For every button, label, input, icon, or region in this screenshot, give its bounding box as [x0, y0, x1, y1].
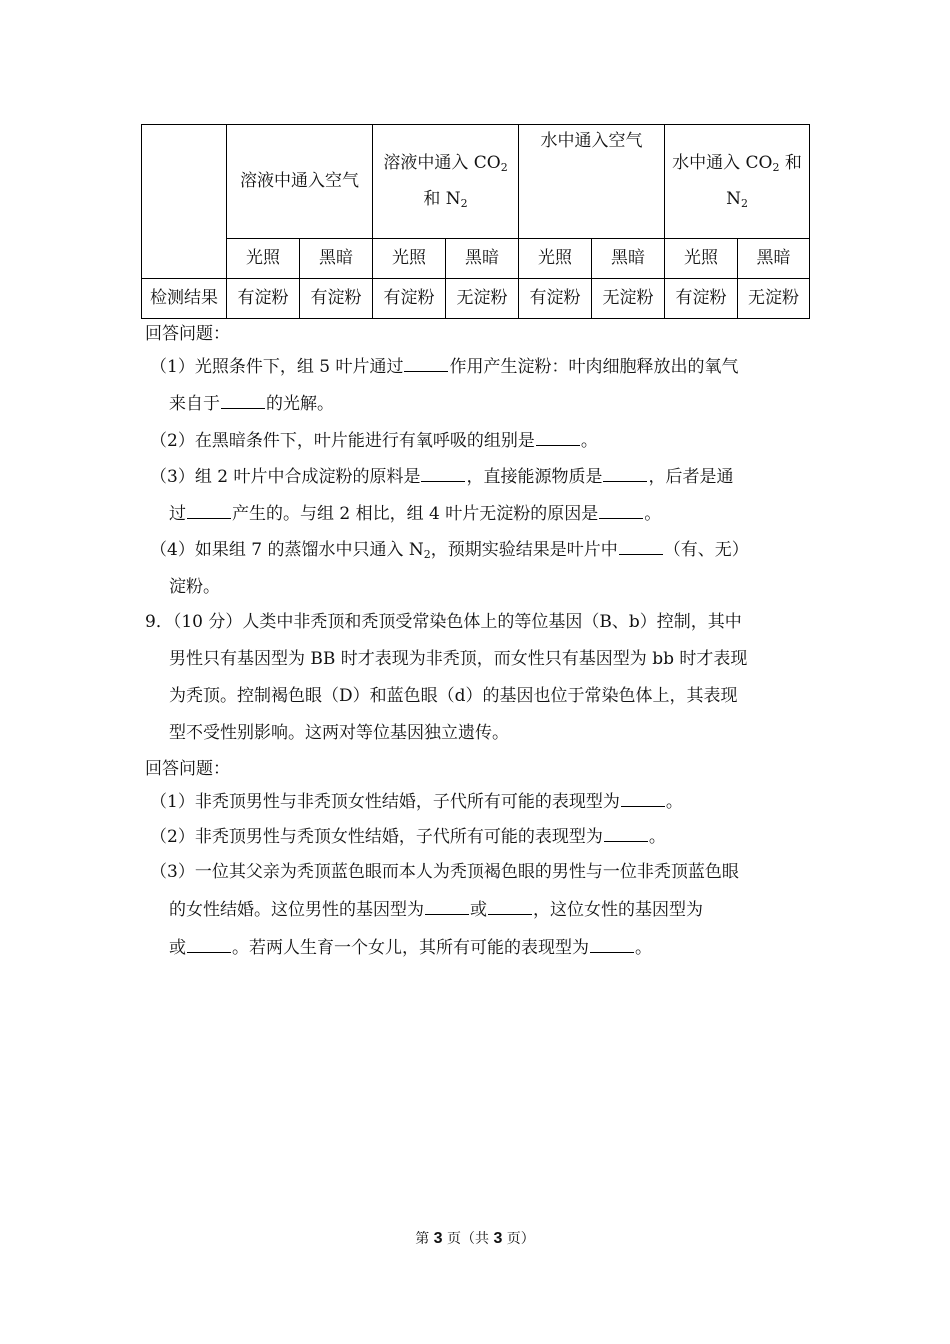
q8-part3-line2: 过 产生的。与组 2 相比，组 4 叶片无淀粉的原因是 。 — [169, 504, 662, 524]
light-label: 光照 — [227, 239, 300, 279]
q8-part2: （2）在黑暗条件下，叶片能进行有氧呼吸的组别是 。 — [150, 431, 598, 451]
q8-part3-line1: （3）组 2 叶片中合成淀粉的原料是 ，直接能源物质是 ，后者是通 — [150, 467, 734, 487]
q9-part3-line3: 或 。若两人生育一个女儿，其所有可能的表现型为 。 — [169, 938, 652, 958]
q9-part3-line2: 的女性结婚。这位男性的基因型为 或 ，这位女性的基因型为 — [169, 900, 703, 920]
q9-part2: （2）非秃顶男性与秃顶女性结婚，子代所有可能的表现型为 。 — [150, 827, 666, 847]
q9-stem-line4: 型不受性别影响。这两对等位基因独立遗传。 — [169, 723, 509, 743]
answer-blank[interactable] — [621, 790, 665, 807]
table-corner-cell — [142, 125, 227, 279]
result-cell: 有淀粉 — [519, 279, 592, 319]
col-header-3: 水中通入空气 — [519, 125, 665, 239]
answer-blank[interactable] — [488, 898, 532, 915]
answer-blank[interactable] — [604, 825, 648, 842]
result-cell: 有淀粉 — [373, 279, 446, 319]
answer-blank[interactable] — [603, 465, 647, 482]
result-cell: 有淀粉 — [300, 279, 373, 319]
q9-answer-prompt: 回答问题： — [145, 759, 230, 779]
answer-blank[interactable] — [599, 502, 643, 519]
q9-stem-line1: 9．（10 分）人类中非秃顶和秃顶受常染色体上的等位基因（B、b）控制，其中 — [145, 612, 742, 632]
answer-blank[interactable] — [404, 355, 448, 372]
answer-blank[interactable] — [536, 429, 580, 446]
q8-answer-prompt: 回答问题： — [145, 324, 230, 344]
q8-part1-line2: 来自于 的光解。 — [169, 394, 334, 414]
page-footer: 第 3 页（共 3 页） — [415, 1230, 535, 1247]
col-header-1: 溶液中通入空气 — [227, 125, 373, 239]
dark-label: 黑暗 — [446, 239, 519, 279]
result-cell: 无淀粉 — [446, 279, 519, 319]
col-header-2: 溶液中通入 $CO_2$ 和 $N_2$ — [373, 125, 519, 239]
answer-blank[interactable] — [619, 538, 663, 555]
table-result-row — [142, 279, 810, 319]
q9-part1: （1）非秃顶男性与非秃顶女性结婚，子代所有可能的表现型为 。 — [150, 792, 683, 812]
page-number: 3 — [433, 1230, 443, 1247]
dark-label: 黑暗 — [300, 239, 373, 279]
q8-part1-line1: （1）光照条件下，组 5 叶片通过 作用产生淀粉：叶肉细胞释放出的氧气 — [150, 357, 739, 377]
answer-blank[interactable] — [425, 898, 469, 915]
q8-part4-line2: 淀粉。 — [169, 577, 220, 597]
light-label: 光照 — [519, 239, 592, 279]
col-header-4: 水中通入 $CO_2$ 和 $N_2$ — [665, 125, 810, 239]
experiment-table — [141, 124, 810, 319]
dark-label: 黑暗 — [592, 239, 665, 279]
q8-part4-line1: （4）如果组 7 的蒸馏水中只通入 $N_2$，预期实验结果是叶片中 （有、无） — [150, 540, 749, 561]
row-label: 检测结果 — [142, 279, 227, 319]
light-label: 光照 — [665, 239, 738, 279]
answer-blank[interactable] — [590, 936, 634, 953]
result-cell: 无淀粉 — [592, 279, 665, 319]
page-total: 3 — [493, 1230, 503, 1247]
q9-stem-line3: 为秃顶。控制褐色眼（D）和蓝色眼（d）的基因也位于常染色体上，其表现 — [169, 686, 738, 706]
dark-label: 黑暗 — [738, 239, 810, 279]
answer-blank[interactable] — [187, 502, 231, 519]
answer-blank[interactable] — [187, 936, 231, 953]
result-cell: 无淀粉 — [738, 279, 810, 319]
q9-stem-line2: 男性只有基因型为 BB 时才表现为非秃顶，而女性只有基因型为 bb 时才表现 — [169, 649, 748, 669]
table-header-row — [142, 125, 810, 239]
result-cell: 有淀粉 — [665, 279, 738, 319]
light-label: 光照 — [373, 239, 446, 279]
answer-blank[interactable] — [421, 465, 465, 482]
answer-blank[interactable] — [221, 392, 265, 409]
table-subheader-row — [142, 239, 810, 279]
result-cell: 有淀粉 — [227, 279, 300, 319]
q9-part3-line1: （3）一位其父亲为秃顶蓝色眼而本人为秃顶褐色眼的男性与一位非秃顶蓝色眼 — [150, 862, 739, 882]
